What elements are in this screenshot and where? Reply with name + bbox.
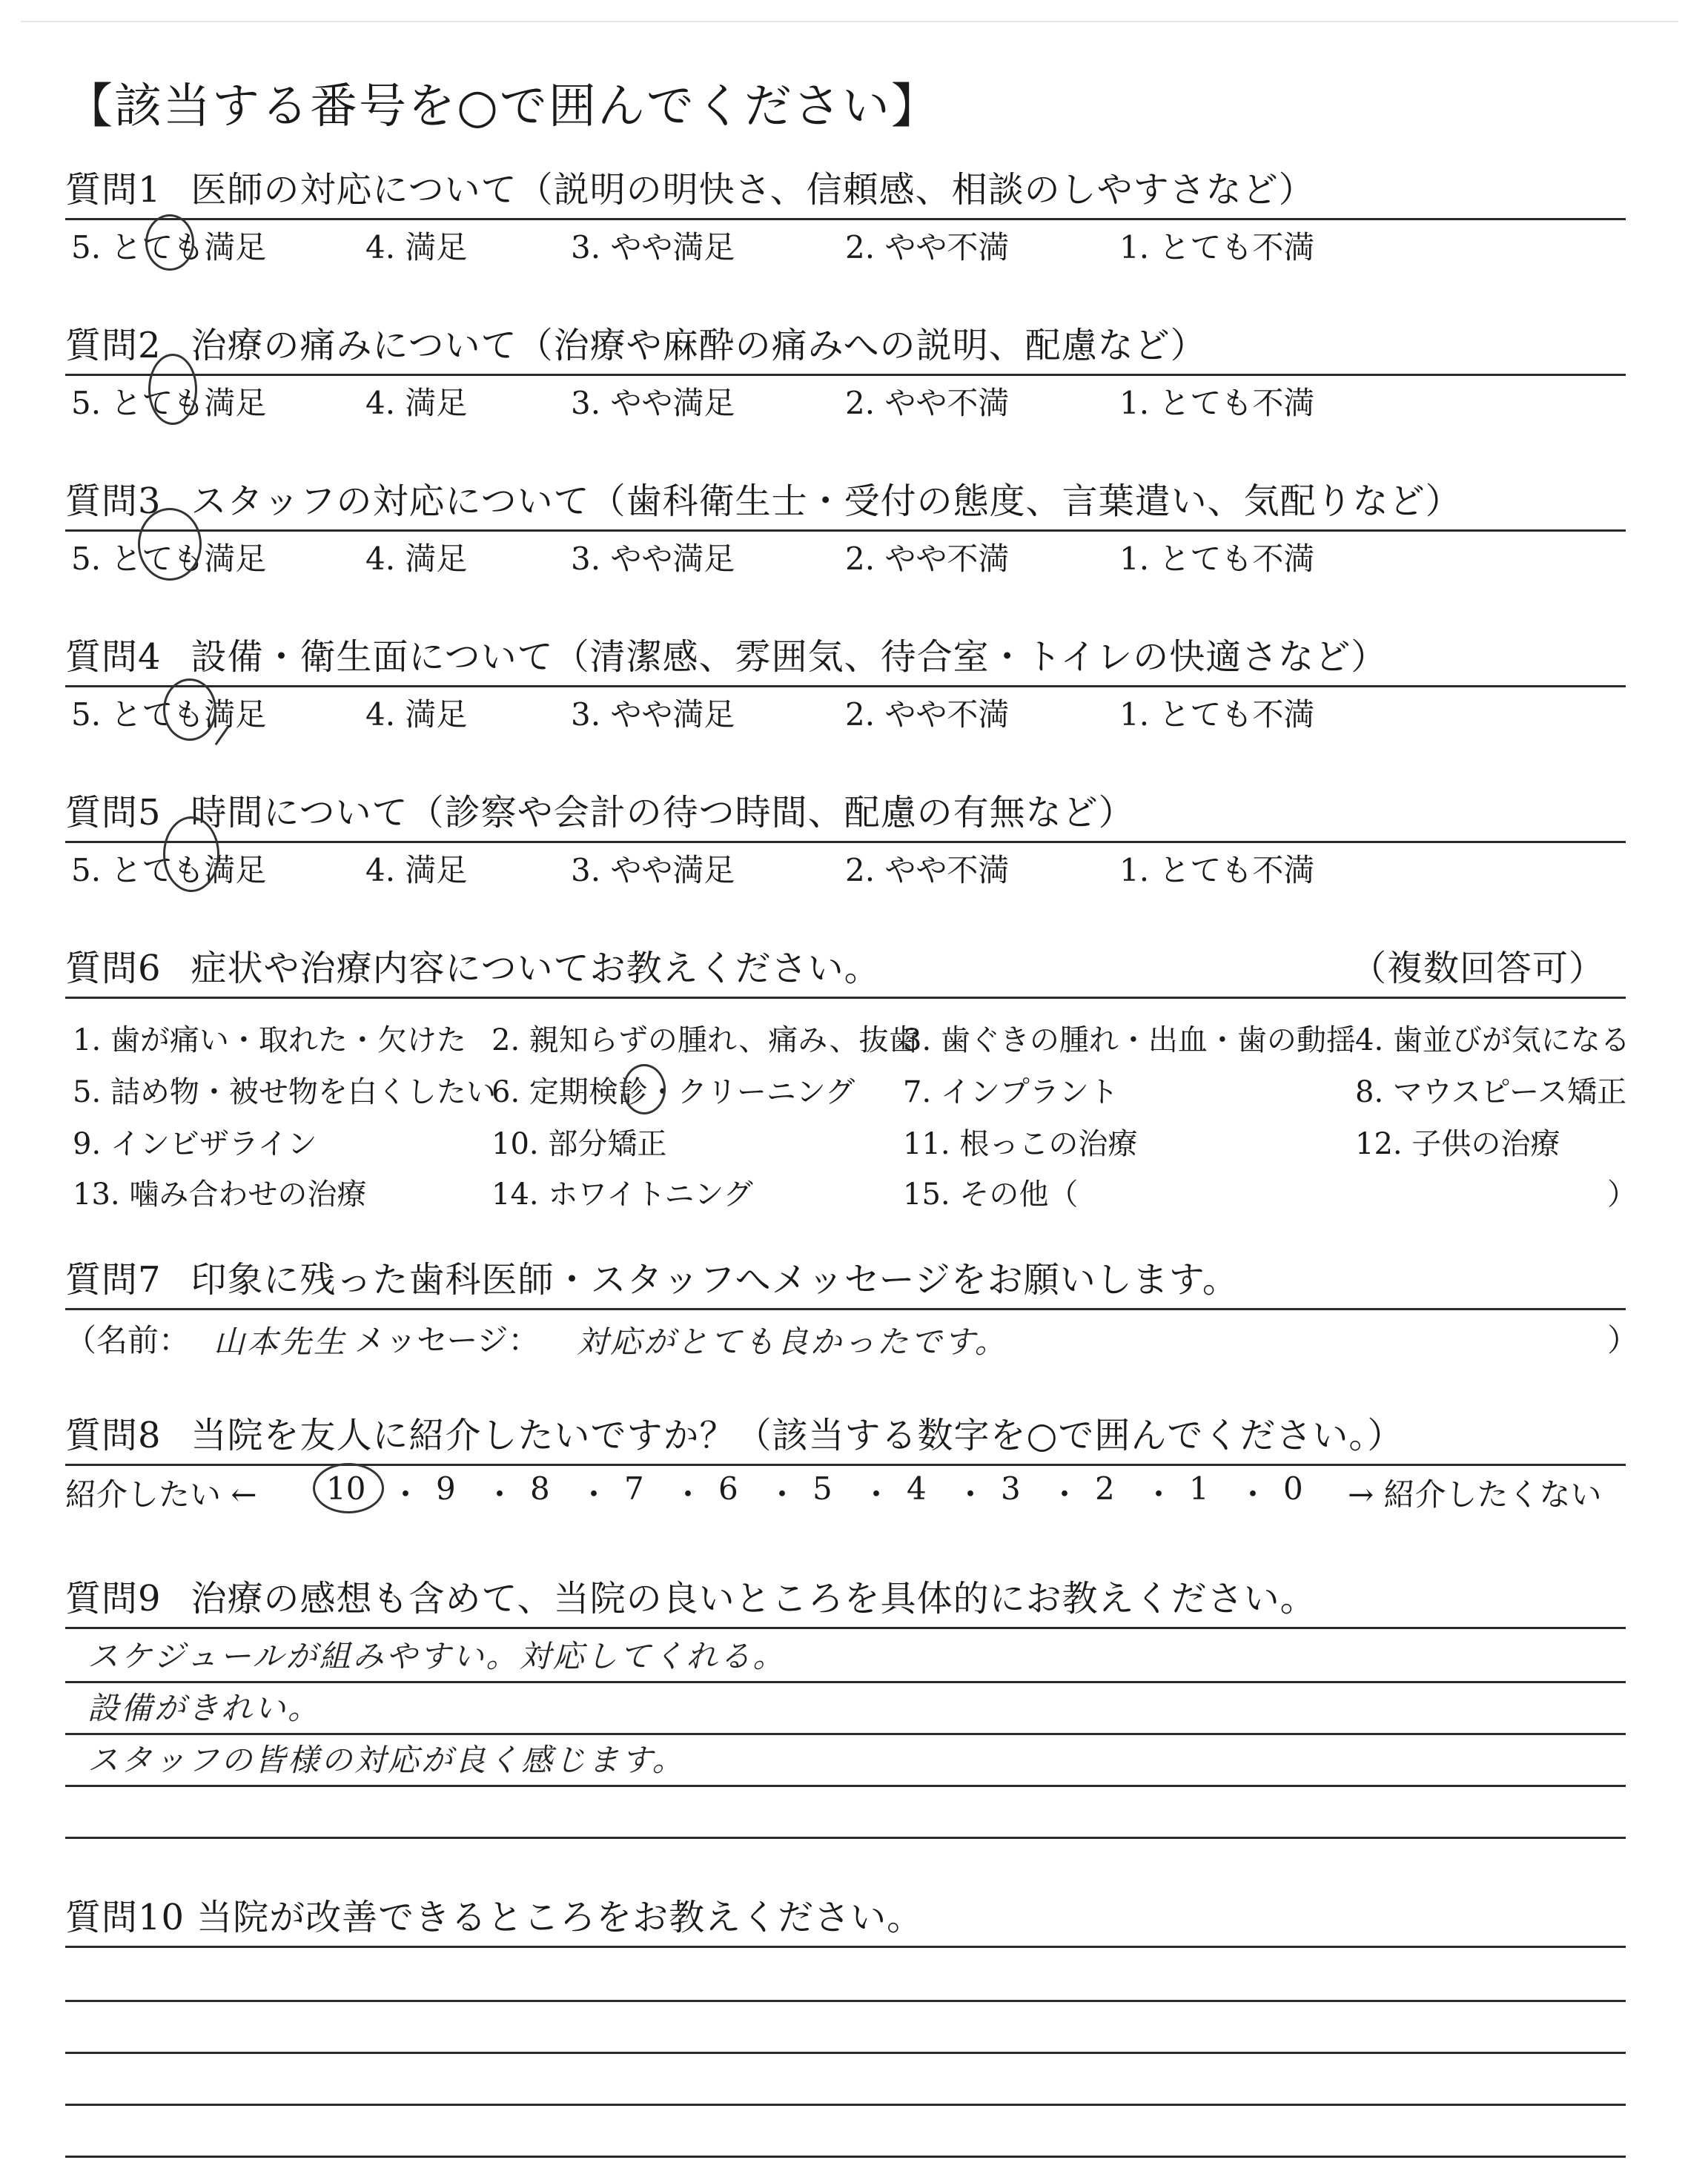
scale-4[interactable]: 4 xyxy=(907,1470,927,1507)
option-3[interactable]: 3. やや満足 xyxy=(571,229,735,265)
question-number: 質問10 xyxy=(65,1897,185,1938)
option-2[interactable]: 2. やや不満 xyxy=(845,852,1010,888)
question-9 xyxy=(65,1573,1626,1778)
answer-rule xyxy=(65,2104,1626,2106)
scale-dot: ・ xyxy=(1143,1476,1175,1513)
option-4[interactable]: 4. 満足 xyxy=(365,852,468,888)
option-1[interactable]: 1. とても不満 xyxy=(1119,229,1315,265)
rating-options xyxy=(65,532,1626,576)
option[interactable]: 10. 部分矯正 xyxy=(491,1127,667,1161)
option-5[interactable]: 5. とても満足 xyxy=(71,229,267,265)
question-text: 医師の対応について（説明の明快さ、信頼感、相談のしやすさなど） xyxy=(191,169,1315,211)
scale-5[interactable]: 5 xyxy=(812,1470,833,1507)
selection-circle xyxy=(313,1463,384,1513)
name-value[interactable]: 山本先生 xyxy=(214,1324,348,1360)
selection-circle xyxy=(623,1064,666,1114)
scale-10[interactable]: 10 xyxy=(326,1470,366,1507)
option-5[interactable]: 5. とても満足 xyxy=(71,696,267,733)
answer-rule xyxy=(65,1837,1626,1839)
scale-7[interactable]: 7 xyxy=(624,1470,644,1507)
scale-dot: ・ xyxy=(390,1476,422,1513)
scale-dot: ・ xyxy=(861,1476,893,1513)
option-2[interactable]: 2. やや不満 xyxy=(845,541,1010,577)
answer-rule xyxy=(65,2156,1626,2158)
question-7 xyxy=(65,1255,1639,1360)
option[interactable]: 14. ホワイトニング xyxy=(491,1178,753,1212)
scale-dot: ・ xyxy=(767,1476,798,1513)
multiple-answers-note: （複数回答可） xyxy=(1350,948,1605,989)
selection-circle xyxy=(148,354,197,425)
answer-rule xyxy=(65,2000,1626,2002)
option[interactable]: 11. 根っこの治療 xyxy=(903,1127,1138,1161)
option[interactable]: 9. インビザライン xyxy=(73,1127,317,1161)
option[interactable]: 5. 詰め物・被せ物を白くしたい xyxy=(73,1075,496,1109)
scale-8[interactable]: 8 xyxy=(530,1470,550,1507)
question-number: 質問8 xyxy=(65,1415,162,1456)
question-4 xyxy=(65,632,1626,732)
question-5 xyxy=(65,787,1626,888)
question-text: 治療の痛みについて（治療や麻酔の痛みへの説明、配慮など） xyxy=(191,325,1207,366)
option[interactable]: 3. 歯ぐきの腫れ・出血・歯の動揺 xyxy=(903,1023,1356,1057)
answer-rule xyxy=(65,1785,1626,1787)
option-3[interactable]: 3. やや満足 xyxy=(571,385,735,421)
question-2 xyxy=(65,320,1626,420)
rating-options xyxy=(65,843,1626,888)
question-number: 質問9 xyxy=(65,1578,162,1619)
option-2[interactable]: 2. やや不満 xyxy=(845,385,1010,421)
option-3[interactable]: 3. やや満足 xyxy=(571,696,735,733)
scale-dot: ・ xyxy=(672,1476,704,1513)
scale-right-label: → 紹介したくない xyxy=(1348,1476,1602,1513)
divider xyxy=(65,1946,1626,1948)
option-4[interactable]: 4. 満足 xyxy=(365,385,468,421)
option[interactable]: 1. 歯が痛い・取れた・欠けた xyxy=(73,1023,466,1057)
option-5[interactable]: 5. とても満足 xyxy=(71,385,267,421)
answer-line-1[interactable]: スケジュールが組みやすい。対応してくれる。 xyxy=(87,1638,787,1674)
question-10 xyxy=(65,1892,1626,1948)
question-text: スタッフの対応について（歯科衛生士・受付の態度、言葉遣い、気配りなど） xyxy=(191,480,1462,522)
question-number: 質問4 xyxy=(65,636,162,678)
option[interactable]: 15. その他（ xyxy=(903,1178,1079,1212)
scale-3[interactable]: 3 xyxy=(1001,1470,1021,1507)
option-1[interactable]: 1. とても不満 xyxy=(1119,385,1315,421)
selection-circle xyxy=(163,816,219,892)
question-number: 質問6 xyxy=(65,948,162,989)
option-2[interactable]: 2. やや不満 xyxy=(845,696,1010,733)
option-1[interactable]: 1. とても不満 xyxy=(1119,541,1315,577)
option-4[interactable]: 4. 満足 xyxy=(365,696,468,733)
question-number: 質問2 xyxy=(65,325,162,366)
rating-options xyxy=(65,687,1626,732)
option[interactable]: 12. 子供の治療 xyxy=(1355,1127,1560,1161)
question-text: 時間について（診察や会計の待つ時間、配慮の有無など） xyxy=(191,792,1135,833)
question-number: 質問1 xyxy=(65,169,162,211)
selection-circle xyxy=(145,214,194,271)
option[interactable]: 6. 定期検診・クリーニング xyxy=(491,1075,855,1109)
rating-options xyxy=(65,220,1626,265)
option[interactable]: 7. インプラント xyxy=(903,1075,1119,1109)
divider xyxy=(65,1627,1626,1629)
option-5[interactable]: 5. とても満足 xyxy=(71,852,267,888)
option-3[interactable]: 3. やや満足 xyxy=(571,852,735,888)
option-3[interactable]: 3. やや満足 xyxy=(571,541,735,577)
option-5[interactable]: 5. とても満足 xyxy=(71,541,267,577)
question-text: 当院を友人に紹介したいですか？（該当する数字を○で囲んでください。） xyxy=(191,1415,1404,1456)
answer-rule xyxy=(65,1733,1626,1735)
message-entry xyxy=(65,1310,1639,1360)
scale-left-label: 紹介したい ← xyxy=(65,1476,257,1513)
selection-circle xyxy=(138,508,202,581)
question-text: 症状や治療内容についてお教えください。 xyxy=(191,948,881,989)
option[interactable]: 13. 噛み合わせの治療 xyxy=(73,1178,367,1212)
top-border xyxy=(21,21,1678,22)
message-label: メッセージ： xyxy=(354,1322,540,1358)
scale-0[interactable]: 0 xyxy=(1283,1470,1303,1507)
question-text: 当院が改善できるところをお教えください。 xyxy=(196,1897,924,1938)
selection-circle xyxy=(163,678,216,741)
scale-dot: ・ xyxy=(955,1476,987,1513)
answer-rule xyxy=(65,1681,1626,1683)
option[interactable]: 2. 親知らずの腫れ、痛み、抜歯 xyxy=(491,1023,918,1057)
question-text: 印象に残った歯科医師・スタッフへメッセージをお願いします。 xyxy=(191,1259,1239,1301)
question-text: 設備・衛生面について（清潔感、雰囲気、待合室・トイレの快適さなど） xyxy=(191,636,1388,678)
question-text: 治療の感想も含めて、当院の良いところを具体的にお教えください。 xyxy=(191,1578,1317,1619)
option[interactable]: 4. 歯並びが気になる xyxy=(1355,1023,1630,1057)
question-6 xyxy=(65,943,1637,1214)
name-label: （名前： xyxy=(65,1322,191,1358)
close-paren: ） xyxy=(1607,1322,1639,1358)
scale-6[interactable]: 6 xyxy=(718,1470,738,1507)
scale-dot: ・ xyxy=(578,1476,610,1513)
answer-line-3[interactable]: スタッフの皆様の対応が良く感じます。 xyxy=(87,1742,686,1778)
option-4[interactable]: 4. 満足 xyxy=(365,229,468,265)
option[interactable]: 8. マウスピース矯正 xyxy=(1355,1075,1627,1109)
answer-rule xyxy=(65,2052,1626,2054)
answer-line-2[interactable]: 設備がきれい。 xyxy=(87,1690,322,1726)
option-1[interactable]: 1. とても不満 xyxy=(1119,852,1315,888)
scale-dot: ・ xyxy=(1049,1476,1081,1513)
scale-2[interactable]: 2 xyxy=(1095,1470,1115,1507)
option-4[interactable]: 4. 満足 xyxy=(365,541,468,577)
question-number: 質問5 xyxy=(65,792,162,833)
symptom-options xyxy=(65,999,1637,1214)
message-value[interactable]: 対応がとても良かったです。 xyxy=(577,1324,1008,1360)
option-close-paren: ） xyxy=(1607,1178,1637,1212)
question-3 xyxy=(65,476,1626,576)
scale-dot: ・ xyxy=(484,1476,516,1513)
scale-dot: ・ xyxy=(1237,1476,1269,1513)
form-heading: 【該当する番号を○で囲んでください】 xyxy=(65,79,940,134)
question-8 xyxy=(65,1410,1626,1518)
option-2[interactable]: 2. やや不満 xyxy=(845,229,1010,265)
question-number: 質問7 xyxy=(65,1259,162,1301)
question-1 xyxy=(65,165,1626,265)
question-number: 質問3 xyxy=(65,480,162,522)
option-1[interactable]: 1. とても不満 xyxy=(1119,696,1315,733)
scale-9[interactable]: 9 xyxy=(436,1470,456,1507)
recommend-scale xyxy=(65,1466,1626,1518)
rating-options xyxy=(65,376,1626,420)
scale-1[interactable]: 1 xyxy=(1189,1470,1209,1507)
